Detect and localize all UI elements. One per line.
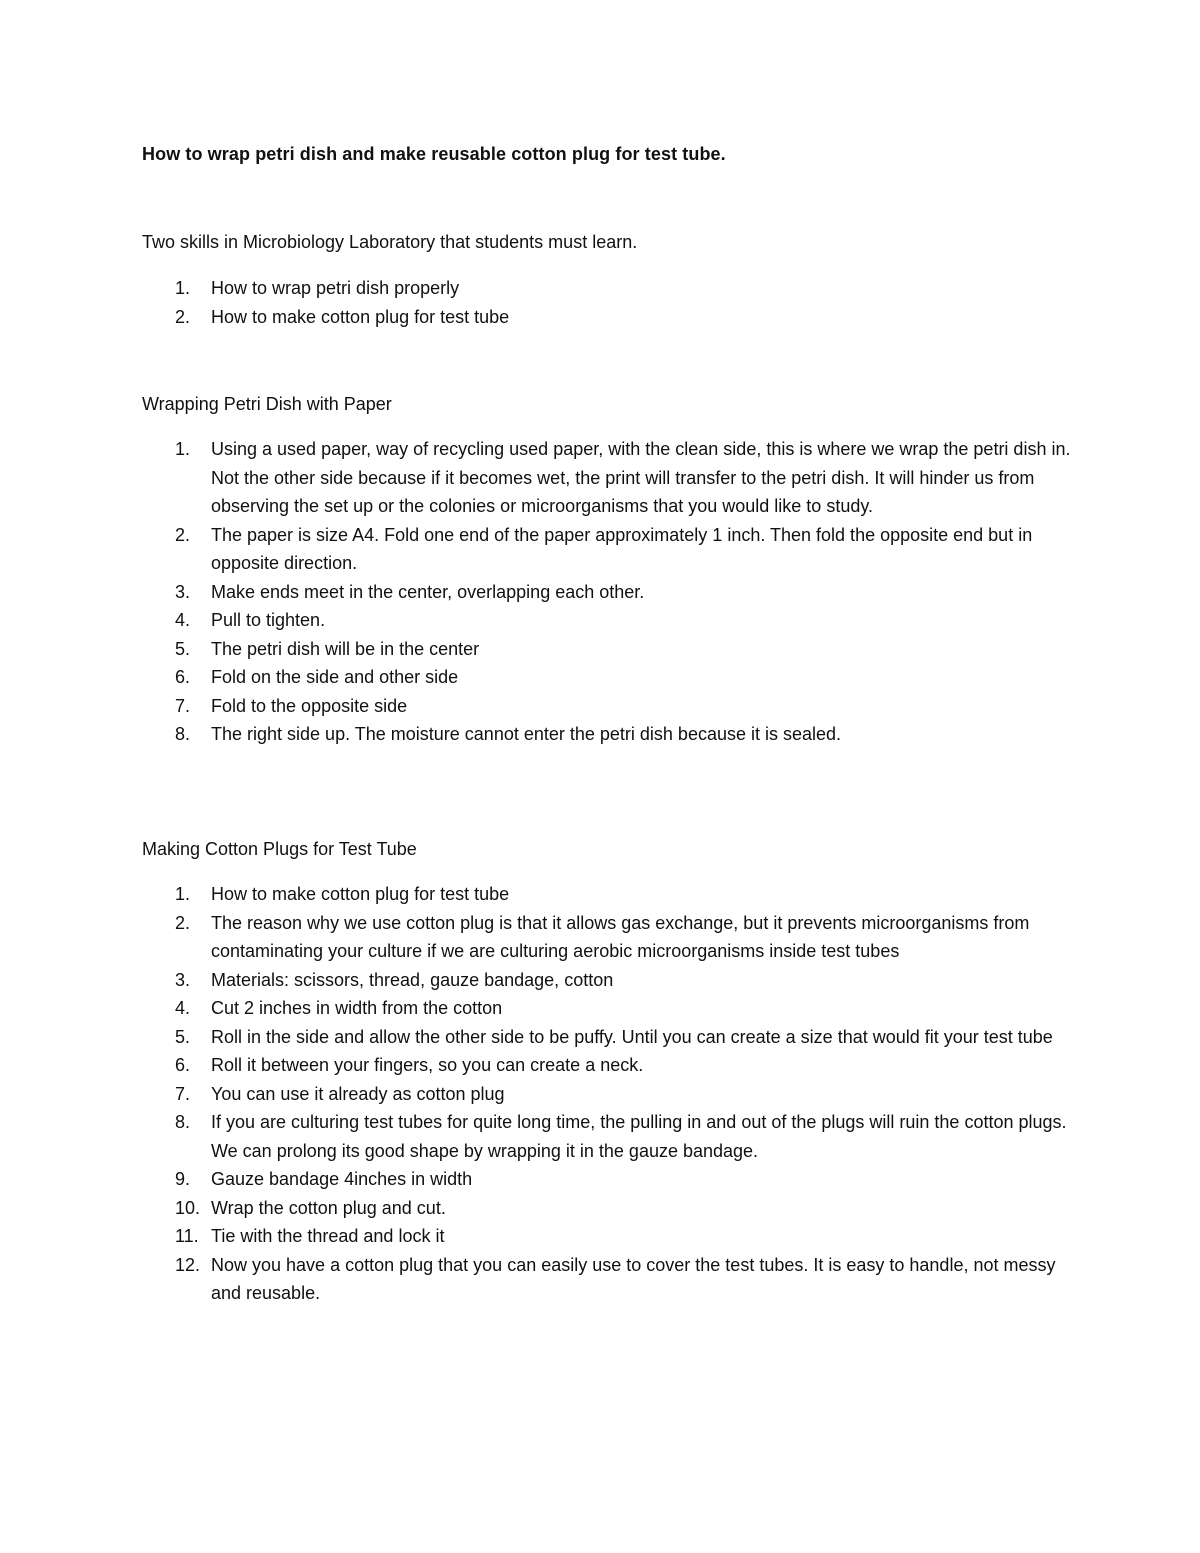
list-item	[142, 521, 1082, 578]
list-number: 6.	[175, 667, 191, 687]
list-text: Fold on the side and other side	[211, 667, 459, 687]
wrapping-steps-list	[142, 435, 1082, 749]
list-number: 6.	[175, 1055, 191, 1075]
list-text: Roll it between your fingers, so you can create a neck.	[211, 1055, 644, 1075]
list-item	[142, 635, 1082, 664]
list-number: 8.	[175, 724, 191, 744]
list-number: 2.	[175, 912, 191, 933]
list-text: How to make cotton plug for test tube	[211, 884, 510, 904]
list-number: 10.	[175, 1197, 201, 1218]
list-text: If you are culturing test tubes for quite long time, the pulling in and out of the plugs will ruin the cotton plugs. We can prolong its good shape by wrapping it in the gauze bandage.	[211, 1112, 1067, 1161]
list-number: 11.	[175, 1226, 199, 1246]
list-item	[142, 663, 1082, 692]
list-item	[142, 1051, 1082, 1080]
list-number: 3.	[175, 969, 191, 990]
list-item	[142, 1023, 1082, 1052]
list-item	[142, 1165, 1082, 1194]
list-item	[142, 692, 1082, 721]
list-item	[142, 1108, 1082, 1165]
list-item	[142, 720, 1082, 749]
list-number: 7.	[175, 1083, 191, 1104]
list-text: The paper is size A4. Fold one end of the paper approximately 1 inch. Then fold the opposite end but in opposite direction.	[211, 524, 1033, 573]
list-text: Materials: scissors, thread, gauze bandage, cotton	[211, 969, 614, 990]
list-item	[142, 274, 1082, 303]
list-item	[142, 578, 1082, 607]
list-text: Tie with the thread and lock it	[211, 1226, 445, 1246]
list-number: 3.	[175, 581, 191, 602]
list-item	[142, 303, 1082, 332]
list-number: 4.	[175, 998, 191, 1018]
list-number: 5.	[175, 638, 191, 659]
list-text: How to wrap petri dish properly	[211, 278, 460, 298]
list-number: 1.	[175, 278, 191, 298]
list-number: 1.	[175, 884, 191, 904]
list-item	[142, 1251, 1082, 1308]
list-number: 2.	[175, 524, 191, 545]
list-number: 2.	[175, 306, 191, 327]
list-item	[142, 994, 1082, 1023]
list-text: Fold to the opposite side	[211, 695, 408, 716]
list-text: Roll in the side and allow the other side to be puffy. Until you can create a size that would fit your test tube	[211, 1026, 1053, 1047]
list-item	[142, 435, 1082, 521]
list-text: How to make cotton plug for test tube	[211, 306, 510, 327]
list-text: Wrap the cotton plug and cut.	[211, 1197, 446, 1218]
list-number: 5.	[175, 1026, 191, 1047]
list-text: Now you have a cotton plug that you can easily use to cover the test tubes. It is easy to handle, not messy and reusable.	[211, 1254, 1056, 1303]
list-item	[142, 966, 1082, 995]
plugs-steps-list	[142, 880, 1082, 1308]
list-text: The right side up. The moisture cannot enter the petri dish because it is sealed.	[211, 724, 842, 744]
list-text: Gauze bandage 4inches in width	[211, 1169, 473, 1189]
list-item	[142, 1194, 1082, 1223]
list-number: 4.	[175, 610, 191, 630]
list-number: 1.	[175, 439, 191, 459]
list-text: The petri dish will be in the center	[211, 638, 480, 659]
list-text: You can use it already as cotton plug	[211, 1083, 505, 1104]
list-text: Pull to tighten.	[211, 610, 326, 630]
skills-list	[142, 274, 1082, 331]
intro-text: Two skills in Microbiology Laboratory that students must learn.	[142, 232, 638, 252]
list-number: 8.	[175, 1112, 191, 1132]
plugs-heading: Making Cotton Plugs for Test Tube	[142, 839, 417, 859]
list-number: 7.	[175, 695, 191, 716]
list-number: 9.	[175, 1169, 191, 1189]
list-text: Cut 2 inches in width from the cotton	[211, 998, 503, 1018]
document-title: How to wrap petri dish and make reusable cotton plug for test tube.	[142, 144, 726, 164]
list-item	[142, 1080, 1082, 1109]
list-text: The reason why we use cotton plug is that it allows gas exchange, but it prevents microorganisms from contaminating your culture if we are culturing aerobic microorganisms inside test tubes	[211, 912, 1030, 961]
list-item	[142, 909, 1082, 966]
list-text: Using a used paper, way of recycling used paper, with the clean side, this is where we wrap the petri dish in. Not the other side because if it becomes wet, the print will transfer to the petri dish. It will hinder us from observing the set up or the colonies or microorganisms that you would like to study.	[211, 439, 1071, 516]
list-item	[142, 606, 1082, 635]
list-text: Make ends meet in the center, overlapping each other.	[211, 581, 645, 602]
list-item	[142, 880, 1082, 909]
list-number: 12.	[175, 1254, 201, 1275]
wrapping-heading: Wrapping Petri Dish with Paper	[142, 394, 392, 414]
list-item	[142, 1222, 1082, 1251]
